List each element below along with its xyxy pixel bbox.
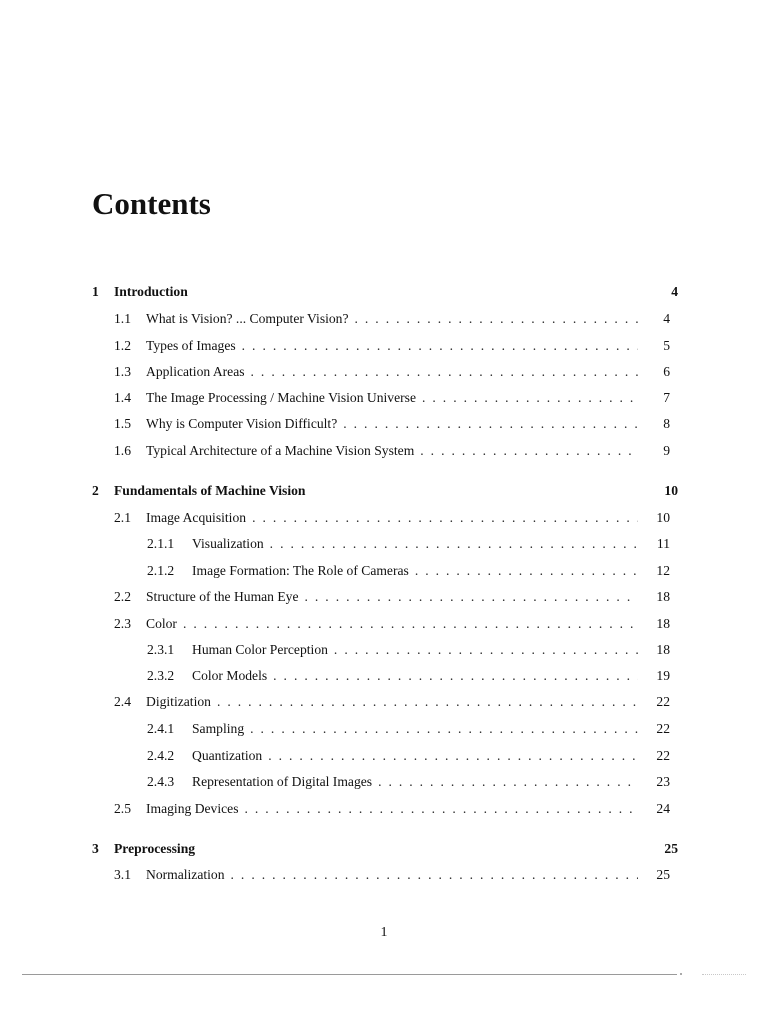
dot-leader [217,694,638,710]
toc-number: 3.1 [114,867,131,882]
toc-number: 1.3 [114,364,131,379]
dot-leader [273,668,638,684]
toc-section-1-4[interactable] [114,390,670,410]
toc-chapter-2[interactable] [92,483,678,503]
toc-number: 3 [92,841,99,856]
toc-subsection-2-4-2[interactable] [147,748,670,768]
page-title: Contents [92,186,211,221]
toc-label: Fundamentals of Machine Vision [114,483,306,498]
toc-label: Typical Architecture of a Machine Vision System [146,443,415,458]
toc-section-2-1[interactable] [114,510,670,530]
dot-leader [420,443,638,459]
toc-page: 12 [656,563,670,578]
toc-number: 2.5 [114,801,131,816]
dot-leader [252,510,638,526]
toc-number: 2 [92,483,99,498]
toc-page: 7 [663,390,670,405]
toc-page: 22 [656,748,670,763]
toc-label: Color Models [192,668,268,683]
dot-leader [251,364,638,380]
toc-number: 2.1 [114,510,131,525]
toc-number: 1.6 [114,443,131,458]
toc-label: The Image Processing / Machine Vision Universe [146,390,416,405]
toc-subsection-2-4-1[interactable] [147,721,670,741]
page-divider [22,974,677,975]
toc-section-2-2[interactable] [114,589,670,609]
toc-number: 1.4 [114,390,131,405]
toc-label: Structure of the Human Eye [146,589,299,604]
toc-number: 2.1.2 [147,563,175,578]
toc-label: Imaging Devices [146,801,239,816]
dot-leader [250,721,638,737]
page-divider-tail [702,974,746,976]
toc-page: 5 [663,338,670,353]
toc-label: Types of Images [146,338,236,353]
toc-page: 6 [663,364,670,379]
toc-page: 19 [656,668,670,683]
toc-label: Representation of Digital Images [192,774,373,789]
toc-chapter-1[interactable] [92,284,678,304]
dot-leader [305,589,638,605]
toc-section-2-4[interactable] [114,694,670,714]
toc-page: 9 [663,443,670,458]
toc-label: Digitization [146,694,211,709]
toc-page: 23 [656,774,670,789]
toc-label: Quantization [192,748,263,763]
dot-leader [244,801,638,817]
toc-page: 4 [663,311,670,326]
toc-number: 2.1.1 [147,536,175,551]
toc-page: 18 [656,616,670,631]
dot-leader [231,867,638,883]
toc-section-1-6[interactable] [114,443,670,463]
toc-section-2-3[interactable] [114,616,670,636]
dot-leader [343,416,638,432]
toc-label: Image Formation: The Role of Cameras [192,563,409,578]
toc-number: 2.4 [114,694,131,709]
toc-page: 25 [664,841,678,856]
toc-number: 2.4.3 [147,774,175,789]
dot-leader [422,390,638,406]
toc-section-1-3[interactable] [114,364,670,384]
toc-number: 1.2 [114,338,131,353]
toc-page: 18 [656,589,670,604]
toc-section-3-1[interactable] [114,867,670,887]
toc-label: Preprocessing [114,841,196,856]
toc-label: Application Areas [146,364,245,379]
dot-leader [242,338,638,354]
toc-subsection-2-4-3[interactable] [147,774,670,794]
toc-number: 2.4.2 [147,748,175,763]
toc-label: Visualization [192,536,264,551]
toc-number: 2.4.1 [147,721,175,736]
toc-number: 1.5 [114,416,131,431]
toc-section-1-2[interactable] [114,338,670,358]
dot-leader [268,748,638,764]
toc-label: Image Acquisition [146,510,247,525]
dot-leader [378,774,638,790]
toc-subsection-2-1-2[interactable] [147,563,670,583]
toc-page: 22 [656,721,670,736]
dot-leader [334,642,638,658]
toc-page: 11 [656,536,670,551]
toc-page: 4 [671,284,678,299]
toc-section-2-5[interactable] [114,801,670,821]
page-number: 1 [380,925,388,940]
toc-section-1-5[interactable] [114,416,670,436]
page-divider-dot [680,973,682,975]
toc-page: 24 [656,801,670,816]
dot-leader [415,563,638,579]
toc-label: What is Vision? ... Computer Vision? [146,311,349,326]
toc-section-1-1[interactable] [114,311,670,331]
toc-label: Normalization [146,867,225,882]
toc-page: 25 [656,867,670,882]
dot-leader [270,536,638,552]
toc-page: 10 [664,483,678,498]
toc-subsection-2-3-1[interactable] [147,642,670,662]
toc-number: 2.2 [114,589,131,604]
toc-subsection-2-1-1[interactable] [147,536,670,556]
toc-page: 10 [656,510,670,525]
toc-number: 2.3.2 [147,668,175,683]
toc-label: Introduction [114,284,188,299]
dot-leader [355,311,638,327]
toc-label: Color [146,616,177,631]
toc-number: 2.3.1 [147,642,175,657]
toc-number: 1 [92,284,99,299]
toc-subsection-2-3-2[interactable] [147,668,670,688]
toc-chapter-3[interactable] [92,841,678,861]
toc-page: 18 [656,642,670,657]
dot-leader [183,616,638,632]
toc-page: 22 [656,694,670,709]
toc-label: Sampling [192,721,245,736]
toc-label: Why is Computer Vision Difficult? [146,416,338,431]
toc-label: Human Color Perception [192,642,328,657]
toc-number: 1.1 [114,311,131,326]
toc-number: 2.3 [114,616,131,631]
toc-page: 8 [663,416,670,431]
